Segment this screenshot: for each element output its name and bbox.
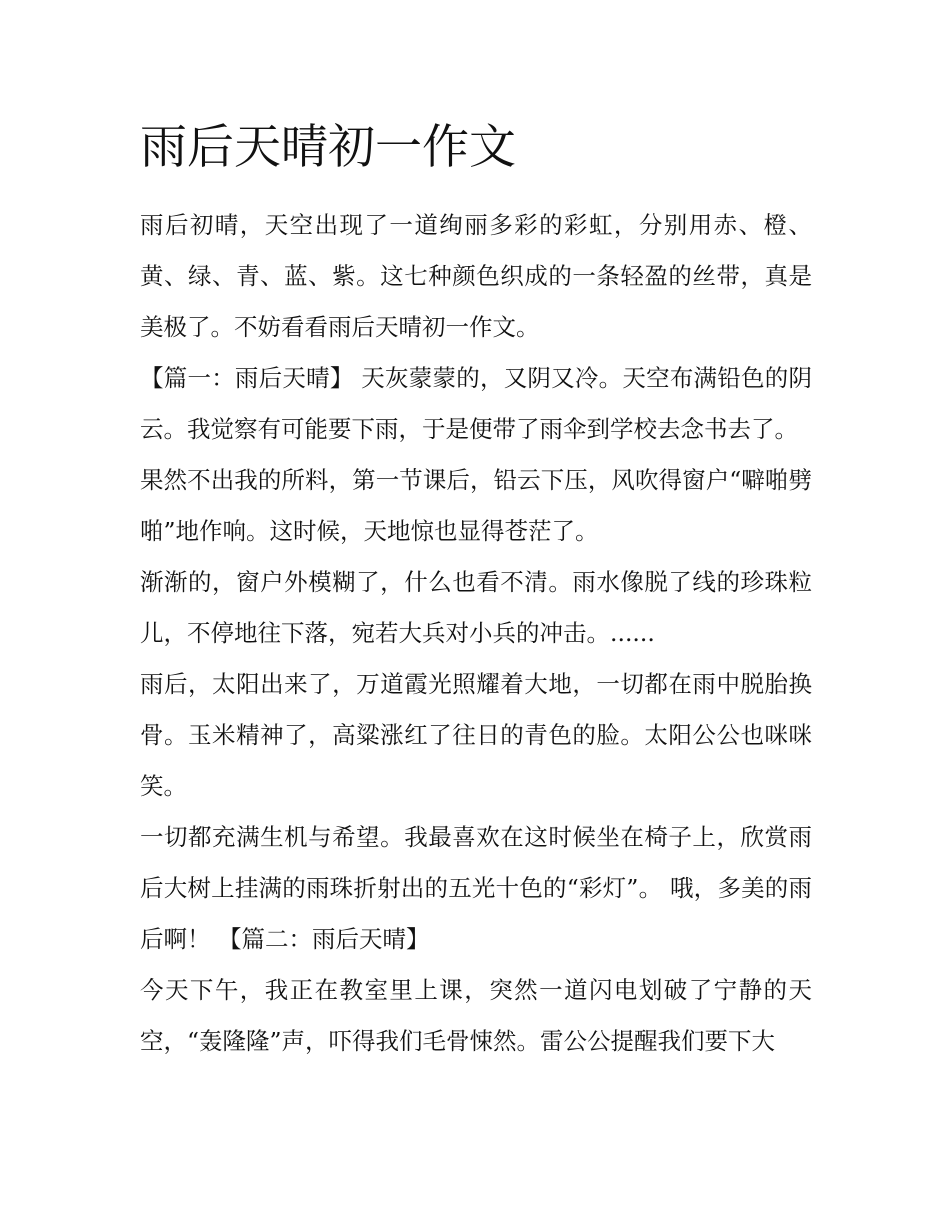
paragraph-hope: 一切都充满生机与希望。我最喜欢在这时候坐在椅子上，欣赏雨后大树上挂满的雨珠折射出的五光十色的“彩灯”。 哦，多美的雨后啊！ 【篇二：雨后天晴】 — [140, 823, 812, 953]
paragraph-rain-begins: 果然不出我的所料，第一节课后，铅云下压，风吹得窗户“噼啪劈啪”地作响。这时候，天地惊也显得苍茫了。 — [140, 466, 812, 545]
paragraph-rain-falls: 渐渐的，窗户外模糊了，什么也看不清。雨水像脱了线的珍珠粒儿，不停地往下落，宛若大兵对小兵的冲击。...... — [140, 568, 812, 647]
paragraph-part-two-opening: 今天下午，我正在教室里上课，突然一道闪电划破了宁静的天空，“轰隆隆”声，吓得我们毛骨悚然。雷公公提醒我们要下大 — [140, 976, 812, 1055]
paragraph-part-one-opening: 【篇一：雨后天晴】 天灰蒙蒙的，又阴又冷。天空布满铅色的阴云。我觉察有可能要下雨，于是便带了雨伞到学校去念书去了。 — [140, 364, 812, 443]
document-body — [140, 118, 812, 1067]
document-title: 雨后天晴初一作文 — [140, 120, 516, 175]
paragraph-intro: 雨后初晴，天空出现了一道绚丽多彩的彩虹，分别用赤、橙、黄、绿、青、蓝、紫。这七种颜色织成的一条轻盈的丝带，真是美极了。不妨看看雨后天晴初一作文。 — [140, 211, 812, 341]
paragraph-after-rain: 雨后，太阳出来了，万道霞光照耀着大地，一切都在雨中脱胎换骨。玉米精神了，高粱涨红了往日的青色的脸。太阳公公也咪咪笑。 — [140, 670, 812, 800]
